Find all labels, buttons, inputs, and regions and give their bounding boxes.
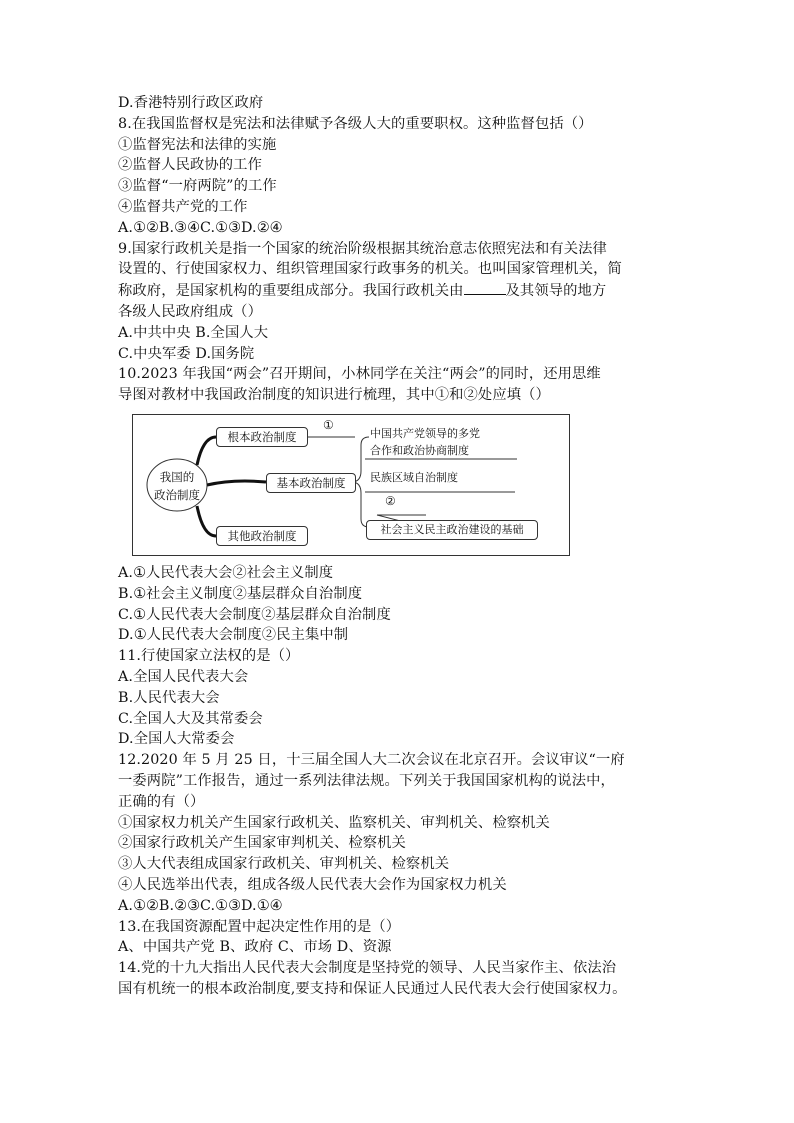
center-label-line: 政治制度 xyxy=(154,487,200,502)
text-line: D.香港特别行政区政府 xyxy=(118,95,264,111)
sub-item-multiparty xyxy=(370,425,480,459)
text-line: 一委两院”工作报告，通过一系列法律法规。下列关于我国国家机构的说法中， xyxy=(118,772,615,789)
question-9: 9.国家行政机关是指一个国家的统治阶级根据其统治意志依照宪法和有关法律 xyxy=(118,240,607,257)
question-13: 13.在我国资源配置中起决定性作用的是（） xyxy=(118,918,401,935)
text-line: ④监督共产党的工作 xyxy=(118,198,248,215)
fill-blank xyxy=(464,280,506,295)
branch-other-system: 其他政治制度 xyxy=(216,526,308,546)
center-label-line: 我国的 xyxy=(159,469,195,484)
answer-option-c: C.全国人大及其常委会 xyxy=(118,710,263,727)
branch-basic-system: 基本政治制度 xyxy=(266,473,356,493)
blank-marker-2: ② xyxy=(385,493,396,508)
answer-option-b: B.①社会主义制度②基层群众自治制度 xyxy=(118,585,363,602)
answer-options: A.①②B.②③C.①③D.①④ xyxy=(118,897,283,914)
text-fragment: 及其领导的地方 xyxy=(505,283,607,300)
sub-item-line: 合作和政治协商制度 xyxy=(370,443,469,457)
text-line: 导图对教材中我国政治制度的知识进行梳理，其中①和②处应填（） xyxy=(118,387,550,404)
answer-option-a: A.全国人民代表大会 xyxy=(118,668,249,685)
question-14: 14.党的十九大指出人民代表大会制度是坚持党的领导、人民当家作主、依法治 xyxy=(118,960,617,977)
answer-options: A、中国共产党 B、政府 C、市场 D、资源 xyxy=(118,939,392,956)
mind-map-center xyxy=(147,468,207,504)
question-11: 11.行使国家立法权的是（） xyxy=(118,648,300,665)
answer-options: A.①②B.③④C.①③D.②④ xyxy=(118,219,283,236)
branch-fundamental-system: 根本政治制度 xyxy=(216,427,308,447)
text-line: ②国家行政机关产生国家审判机关、检察机关 xyxy=(118,835,406,852)
sub-item-line: 中国共产党领导的多党 xyxy=(370,426,480,440)
sub-item-ethnic-autonomy: 民族区域自治制度 xyxy=(370,470,458,484)
answer-option-c: C.①人民代表大会制度②基层群众自治制度 xyxy=(118,606,391,623)
answer-options: A.中共中央 B.全国人大 xyxy=(118,324,269,341)
question-12: 12.2020 年 5 月 25 日，十三届全国人大二次会议在北京召开。会议审议“一府 xyxy=(118,752,625,769)
document-page xyxy=(118,93,684,1000)
text-line: ①监督宪法和法律的实施 xyxy=(118,136,277,153)
question-10: 10.2023 年我国“两会”召开期间，小林同学在关注“两会”的同时，还用思维 xyxy=(118,366,601,383)
text-line: 国有机统一的根本政治制度,要支持和保证人民通过人民代表大会行使国家权力。 xyxy=(118,980,627,997)
text-line xyxy=(118,280,684,302)
answer-option-a: A.①人民代表大会②社会主义制度 xyxy=(118,564,334,581)
callout-box: 社会主义民主政治建设的基础 xyxy=(366,520,538,540)
blank-marker-1: ① xyxy=(323,417,334,432)
text-line: ②监督人民政协的工作 xyxy=(118,157,262,174)
text-line: ③人大代表组成国家行政机关、审判机关、检察机关 xyxy=(118,856,450,873)
text-line: 设置的、行使国家权力、组织管理国家行政事务的机关。也叫国家管理机关，简 xyxy=(118,261,622,278)
answer-options: C.中央军委 D.国务院 xyxy=(118,345,255,362)
answer-option-d: D.全国人大常委会 xyxy=(118,731,235,748)
question-8: 8.在我国监督权是宪法和法律赋予各级人大的重要职权。这种监督包括（） xyxy=(118,115,593,132)
text-line: 正确的有（） xyxy=(118,793,205,810)
text-line: ④人民选举出代表，组成各级人民代表大会作为国家权力机关 xyxy=(118,876,507,893)
text-line: ③监督“一府两院”的工作 xyxy=(118,178,277,195)
answer-option-b: B.人民代表大会 xyxy=(118,689,220,706)
text-line: 各级人民政府组成（） xyxy=(118,303,262,320)
answer-option-d: D.①人民代表大会制度②民主集中制 xyxy=(118,627,349,644)
mind-map-diagram xyxy=(132,414,570,556)
text-fragment: 称政府，是国家机构的重要组成部分。我国行政机关由 xyxy=(118,283,464,300)
text-line: ①国家权力机关产生国家行政机关、监察机关、审判机关、检察机关 xyxy=(118,814,550,831)
